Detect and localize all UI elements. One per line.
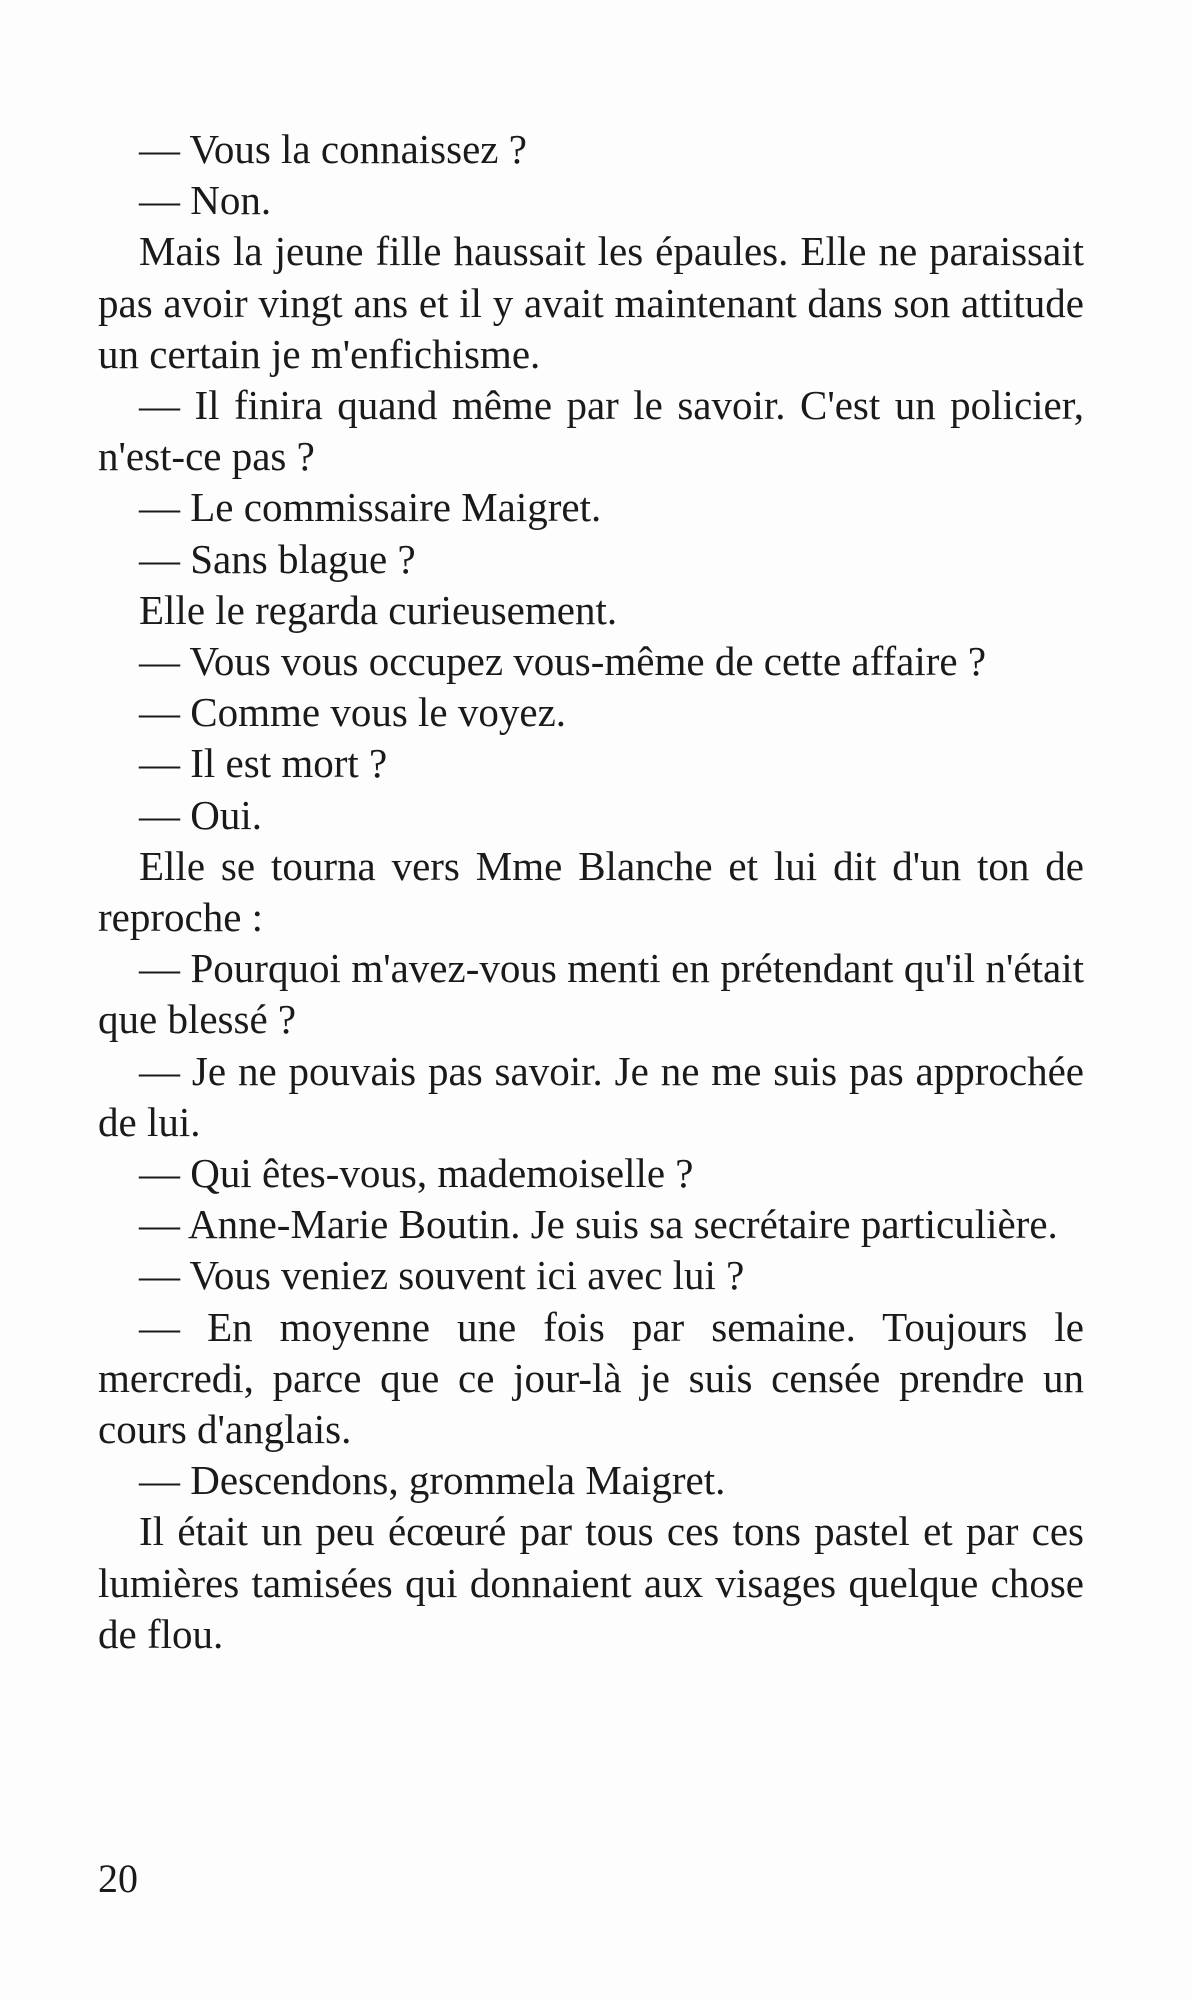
paragraph: — Vous veniez souvent ici avec lui ? [139, 1252, 745, 1299]
paragraph: Elle se tourna vers Mme Blanche et lui dit d'un ton de reproche : [98, 842, 1084, 941]
paragraph: — Il finira quand même par le savoir. C'est un policier, n'est-ce pas ? [98, 382, 1084, 480]
paragraph: Mais la jeune fille haussait les épaules. Elle ne paraissait pas avoir vingt ans et il y avait maintenant dans son attitude un certain je m'enfichisme. [98, 228, 1084, 377]
paragraph: — En moyenne une fois par semaine. Toujours le mercredi, parce que ce jour-là je suis censée prendre un cours d'anglais. [98, 1303, 1084, 1453]
paragraph: — Vous la connaissez ? [139, 126, 527, 172]
paragraph: Elle le regarda curieusement. [139, 586, 618, 633]
paragraph: — Comme vous le voyez. [139, 689, 567, 736]
paragraph: — Non. [139, 177, 272, 224]
paragraph: — Vous vous occupez vous-même de cette affaire ? [139, 638, 987, 685]
paragraph: — Je ne pouvais pas savoir. Je ne me suis pas approchée de lui. [98, 1047, 1084, 1145]
paragraph: — Qui êtes-vous, mademoiselle ? [139, 1150, 694, 1197]
paragraph: — Anne-Marie Boutin. Je suis sa secrétaire particulière. [139, 1201, 1058, 1248]
paragraph: — Il est mort ? [139, 740, 388, 787]
paragraph: — Le commissaire Maigret. [139, 484, 602, 531]
paragraph: — Oui. [139, 791, 262, 838]
body-text [98, 124, 1084, 1660]
paragraph: Il était un peu écœuré par tous ces tons pastel et par ces lumières tamisées qui donnaient aux visages quelque chose de flou. [98, 1508, 1084, 1657]
paragraph: — Sans blague ? [139, 535, 416, 582]
page-number: 20 [98, 1856, 138, 1901]
paragraph: — Descendons, grommela Maigret. [139, 1457, 726, 1504]
paragraph: — Pourquoi m'avez-vous menti en prétendant qu'il n'était que blessé ? [98, 945, 1084, 1043]
